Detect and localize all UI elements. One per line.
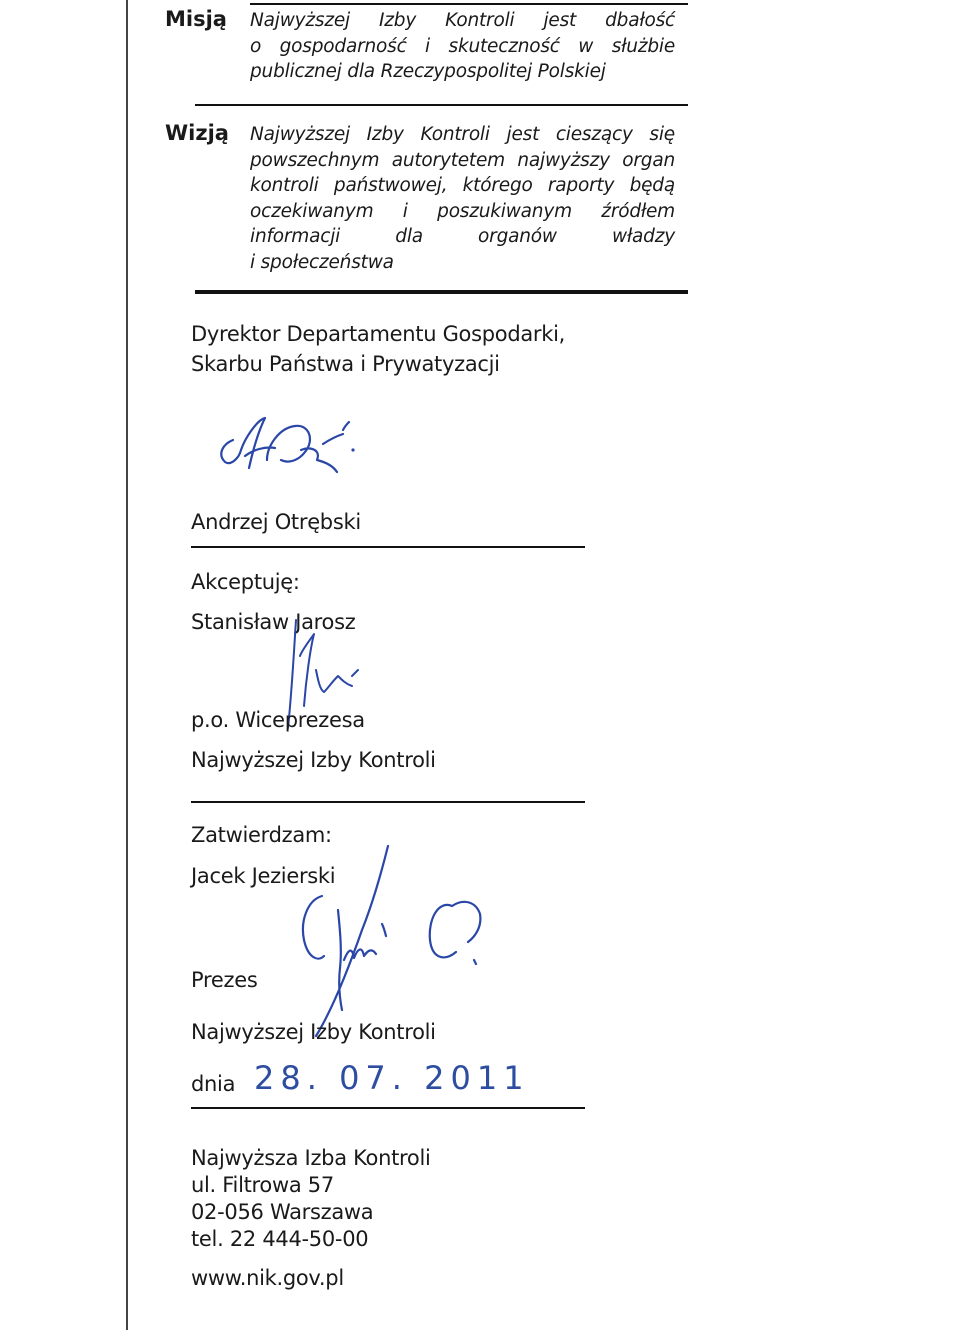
mission-line-2: o gospodarność i skuteczność w służbie [250, 35, 675, 57]
top-rule [250, 3, 688, 5]
approve-signature [278, 840, 498, 1040]
vision-line-2: powszechnym autorytetem najwyższy organ [250, 149, 675, 171]
approve-rule [191, 1107, 585, 1109]
accept-name: Stanisław Jarosz [191, 610, 356, 634]
director-title-line-2: Skarbu Państwa i Prywatyzacji [191, 352, 500, 376]
vision-label: Wizją [165, 121, 229, 145]
accept-role-line-1: p.o. Wiceprezesa [191, 708, 365, 732]
mission-line-3: publicznej dla Rzeczypospolitej Polskiej [250, 61, 606, 82]
footer-org: Najwyższa Izba Kontroli [191, 1146, 431, 1170]
date-label: dnia [191, 1072, 236, 1096]
director-signature [205, 410, 385, 490]
director-title-line-1: Dyrektor Departamentu Gospodarki, [191, 322, 566, 346]
accept-label: Akceptuję: [191, 570, 300, 594]
mission-text [250, 8, 675, 85]
accept-rule [191, 801, 585, 803]
director-signature-rule [191, 546, 585, 548]
vision-text [250, 122, 675, 275]
director-name: Andrzej Otrębski [191, 510, 361, 534]
approve-role-line-2: Najwyższej Izby Kontroli [191, 1020, 436, 1044]
vision-divider [195, 290, 688, 294]
accept-role-line-2: Najwyższej Izby Kontroli [191, 748, 436, 772]
mission-line-1: Najwyższej Izby Kontroli jest dbałość [250, 10, 675, 31]
approve-role-line-1: Prezes [191, 968, 258, 992]
mission-divider [195, 104, 688, 106]
vision-line-3: kontroli państwowej, którego raporty będą [250, 175, 675, 196]
approve-name: Jacek Jezierski [191, 864, 336, 888]
left-margin-line [126, 0, 128, 1330]
handwritten-date: 28. 07. 2011 [254, 1059, 530, 1097]
footer-web[interactable]: www.nik.gov.pl [191, 1266, 344, 1290]
footer-street: ul. Filtrowa 57 [191, 1173, 334, 1197]
vision-line-6: i społeczeństwa [250, 251, 394, 273]
footer-phone: tel. 22 444-50-00 [191, 1227, 369, 1251]
vision-line-1: Najwyższej Izby Kontroli jest cieszący się [250, 124, 675, 145]
footer-city: 02-056 Warszawa [191, 1200, 374, 1224]
approve-label: Zatwierdzam: [191, 823, 332, 847]
mission-label: Misją [165, 7, 227, 31]
vision-line-5: informacji dla organów władzy [250, 226, 675, 247]
vision-line-4: oczekiwanym i poszukiwanym źródłem [250, 200, 675, 222]
